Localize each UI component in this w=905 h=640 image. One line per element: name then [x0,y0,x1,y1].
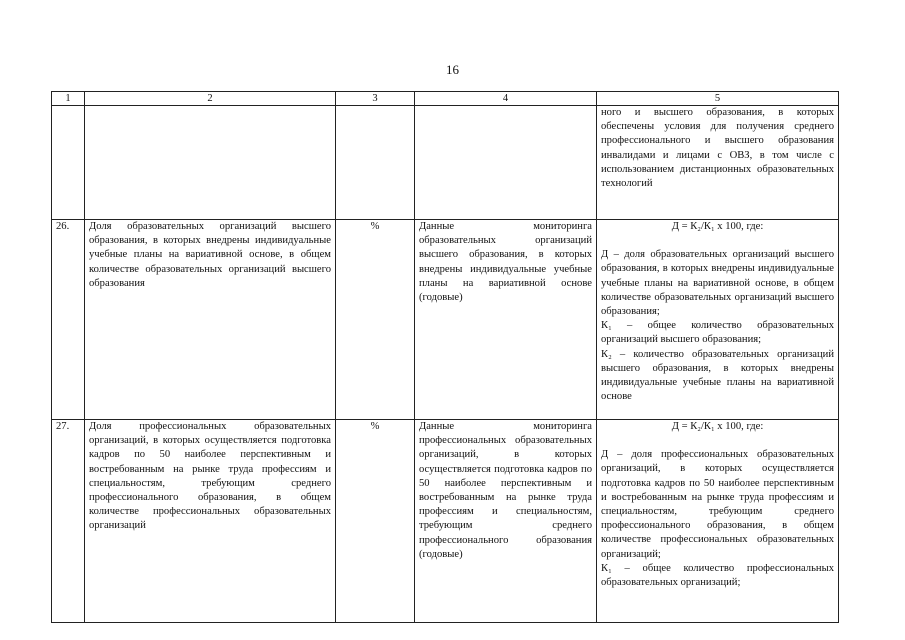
indicator-name: Доля образовательных организаций высшего образования, в которых внедрены индивидуальные учебные планы на вариативной основе, в общем количестве образовательных организаций высшего образования [85,220,336,420]
definition: К₂ – количество образовательных организаций высшего образования, в которых внедрены индивидуальные учебные планы на вариативной основе [601,348,834,403]
column-header: 2 [85,92,336,106]
column-header: 1 [52,92,85,106]
indicator-name: Доля профессиональных образовательных организаций, в которых осуществляется подготовка кадров по 50 наиболее перспективным и востребованным на рынке труда профессиям и специальностям, требующим среднего профессионального образования, в общем количестве профессиональных образовательных организаций [85,420,336,623]
continuation-row [52,106,839,220]
table-cell [336,106,415,220]
data-source: Данные мониторинга профессиональных образовательных организаций, в которых осуществляется подготовка кадров по 50 наиболее перспективным и востребованным на рынке труда профессиям и специальностям, требующим среднего профессионального образования (годовые) [415,420,597,623]
table-cell [85,106,336,220]
definition: К₁ – общее количество профессиональных образовательных организаций; [601,562,834,589]
indicators-table [51,91,839,623]
definition: К₁ – общее количество образовательных организаций высшего образования; [601,320,834,346]
calculation-method [597,220,839,420]
column-header: 3 [336,92,415,106]
formula: Д = К₂/К₁ х 100, где: [671,221,764,232]
table-header-row [52,92,839,106]
table-cell [52,106,85,220]
unit: % [336,220,415,420]
column-header: 5 [597,92,839,106]
formula: Д = К₂/К₁ х 100, где: [671,421,764,432]
column-header: 4 [415,92,597,106]
row-number: 26. [52,220,85,420]
calculation-method [597,420,839,623]
unit: % [336,420,415,623]
continuation-text: ного и высшего образования, в которых обеспечены условия для получения среднего профессионального и высшего образования инвалидами и лицами с ОВЗ, в том числе с использованием дистанционных образовательных технологий [597,106,839,220]
data-source: Данные мониторинга образовательных организаций высшего образования, в которых внедрены индивидуальные учебные планы на вариативной основе (годовые) [415,220,597,420]
table-cell [415,106,597,220]
definition: Д – доля профессиональных образовательных организаций, в которых осуществляется подготовка кадров по 50 наиболее перспективным и востребованным на рынке труда профессиям и специальностям, требующим среднего профессионального образования, в общем количестве профессиональных образовательных организаций; [601,449,834,560]
definition: Д – доля образовательных организаций высшего образования, в которых внедрены индивидуальные учебные планы на вариативной основе, в общем количестве образовательных организаций высшего образования; [601,249,834,318]
page-number: 16 [446,62,459,77]
table-row [52,420,839,623]
table-row [52,220,839,420]
row-number: 27. [52,420,85,623]
